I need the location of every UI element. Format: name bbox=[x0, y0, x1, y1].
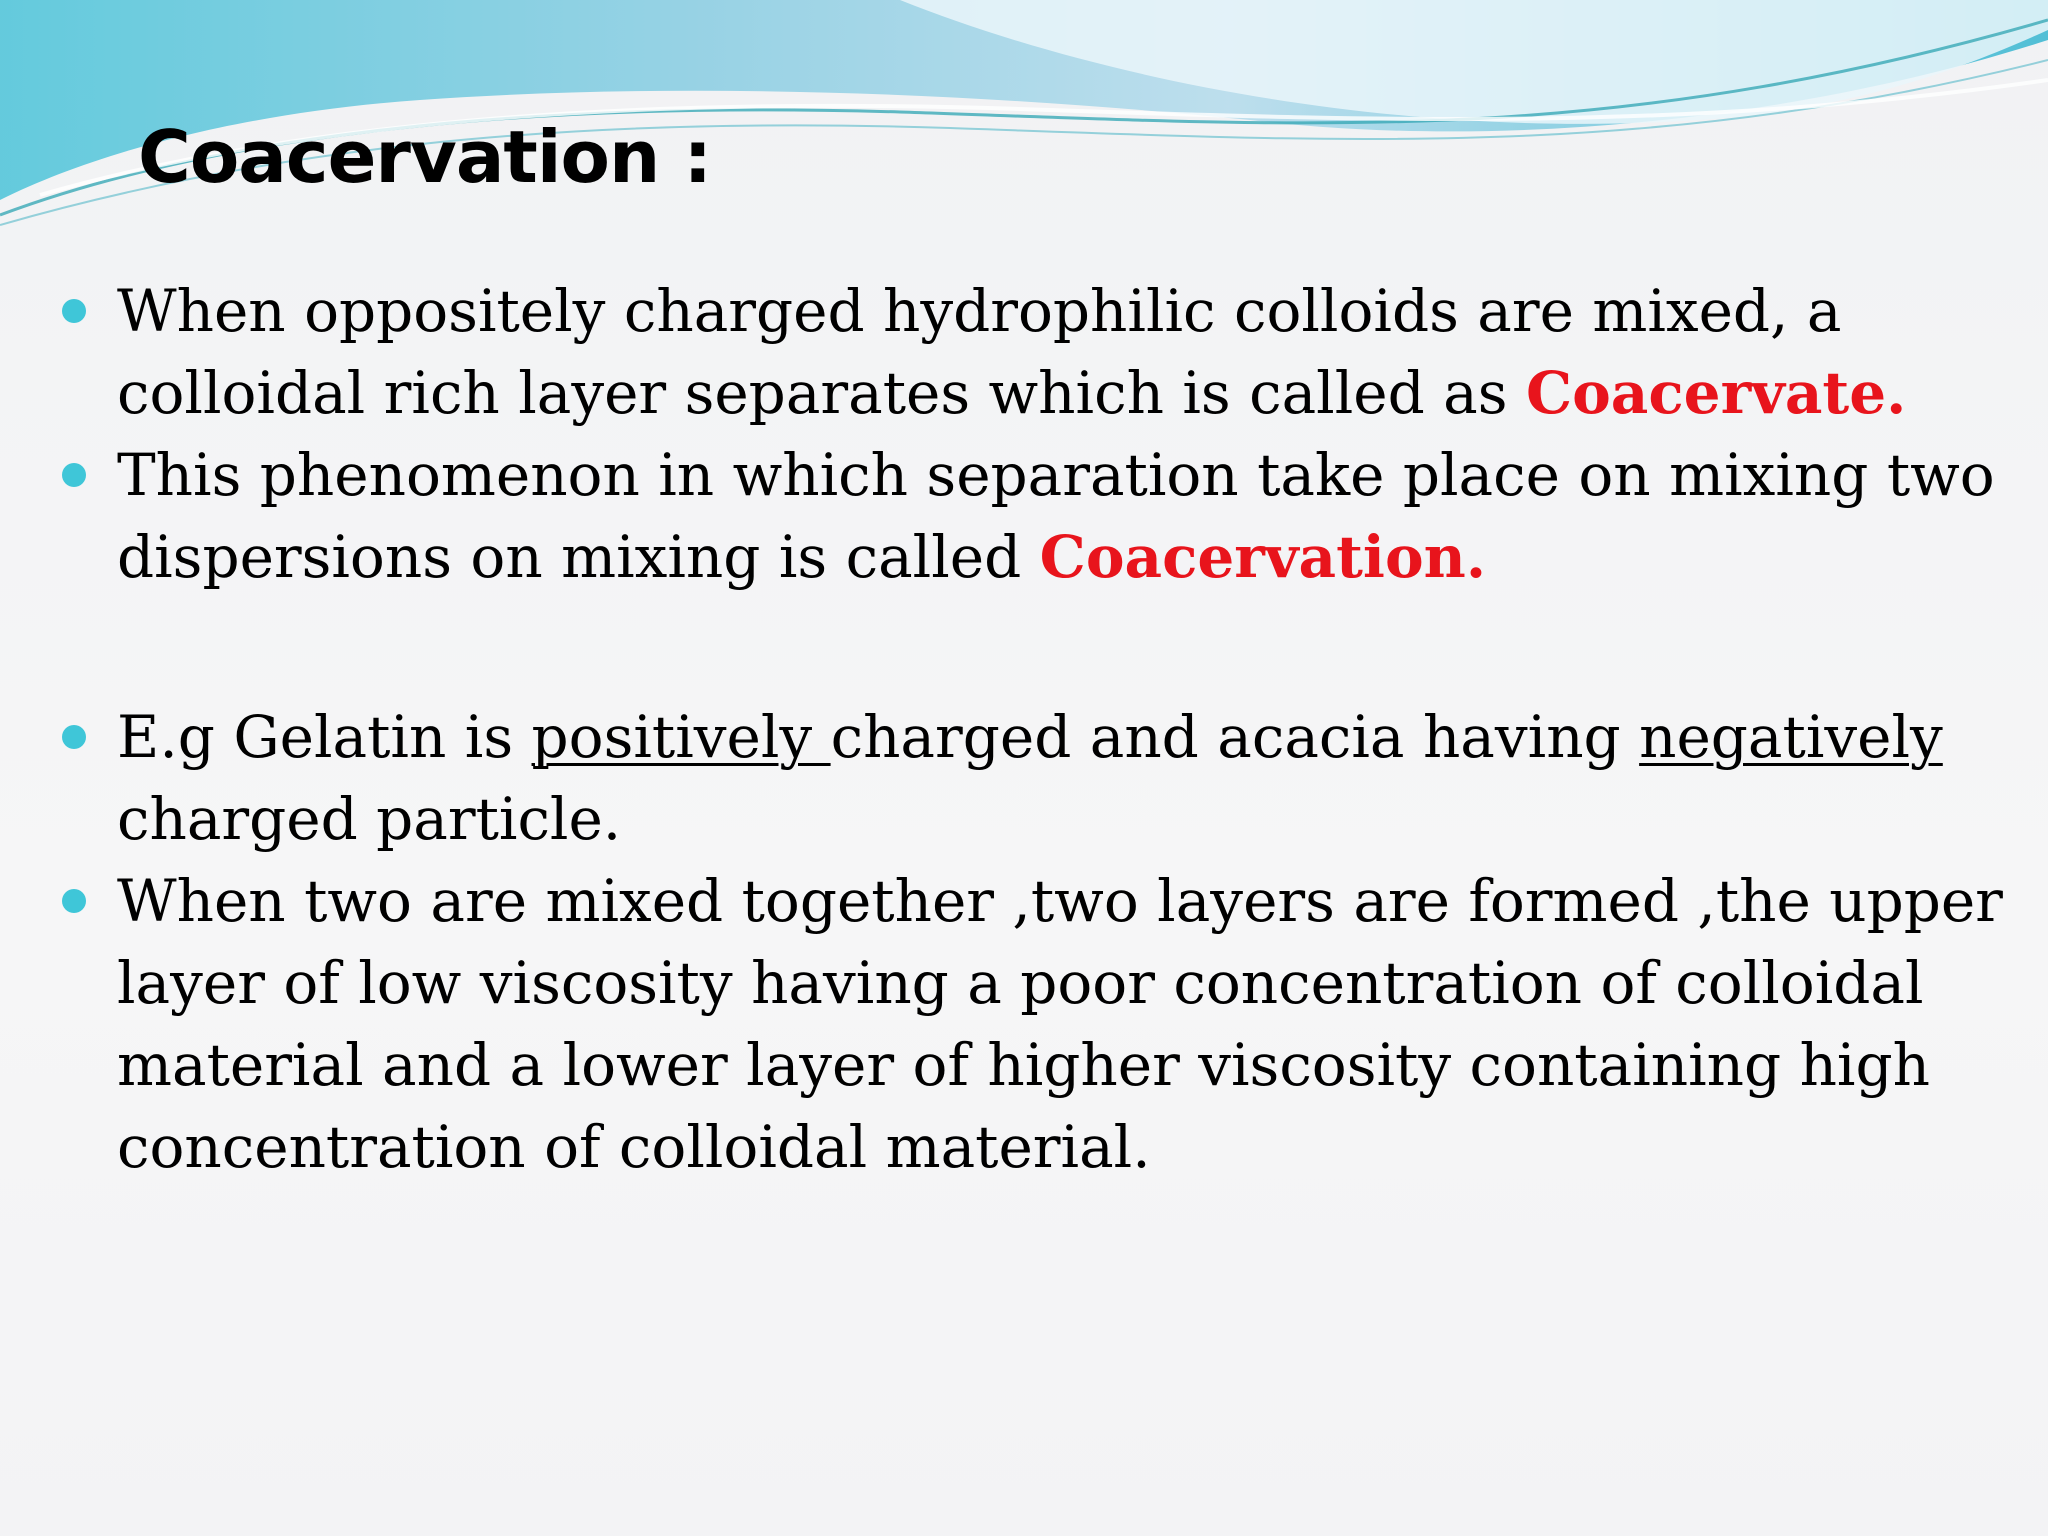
bullet-item-3 bbox=[60, 696, 2010, 860]
bullet-dot-icon bbox=[62, 463, 86, 487]
bullet-text: This phenomenon in which separation take place on mixing two dispersions on mixing is called bbox=[117, 441, 1995, 591]
highlight-term: Coacervate. bbox=[1525, 359, 1907, 427]
bullet-text: When two are mixed together ,two layers are formed ,the upper layer of low viscosity having a poor concentration of colloidal material and a lower layer of higher viscosity containing high concentration of colloidal material. bbox=[117, 867, 2003, 1181]
bullet-text: charged and acacia having bbox=[830, 703, 1640, 771]
bullet-text: E.g Gelatin is bbox=[117, 703, 532, 771]
bullet-text: charged particle. bbox=[117, 785, 622, 853]
slide-title: Coacervation : bbox=[138, 115, 712, 199]
bullet-item-2 bbox=[60, 434, 2010, 598]
bullet-item-1 bbox=[60, 270, 2010, 434]
bullet-text: When oppositely charged hydrophilic colloids are mixed, a colloidal rich layer separates which is called as bbox=[117, 277, 1842, 427]
bullet-dot-icon bbox=[62, 725, 86, 749]
highlight-term: Coacervation. bbox=[1039, 523, 1487, 591]
spacer bbox=[60, 598, 2010, 696]
bullet-dot-icon bbox=[62, 299, 86, 323]
bullet-dot-icon bbox=[62, 889, 86, 913]
bullet-item-4 bbox=[60, 860, 2010, 1188]
underlined-term: positively bbox=[531, 703, 831, 771]
underlined-term: negatively bbox=[1639, 703, 1943, 771]
bullet-list bbox=[60, 270, 2010, 1188]
